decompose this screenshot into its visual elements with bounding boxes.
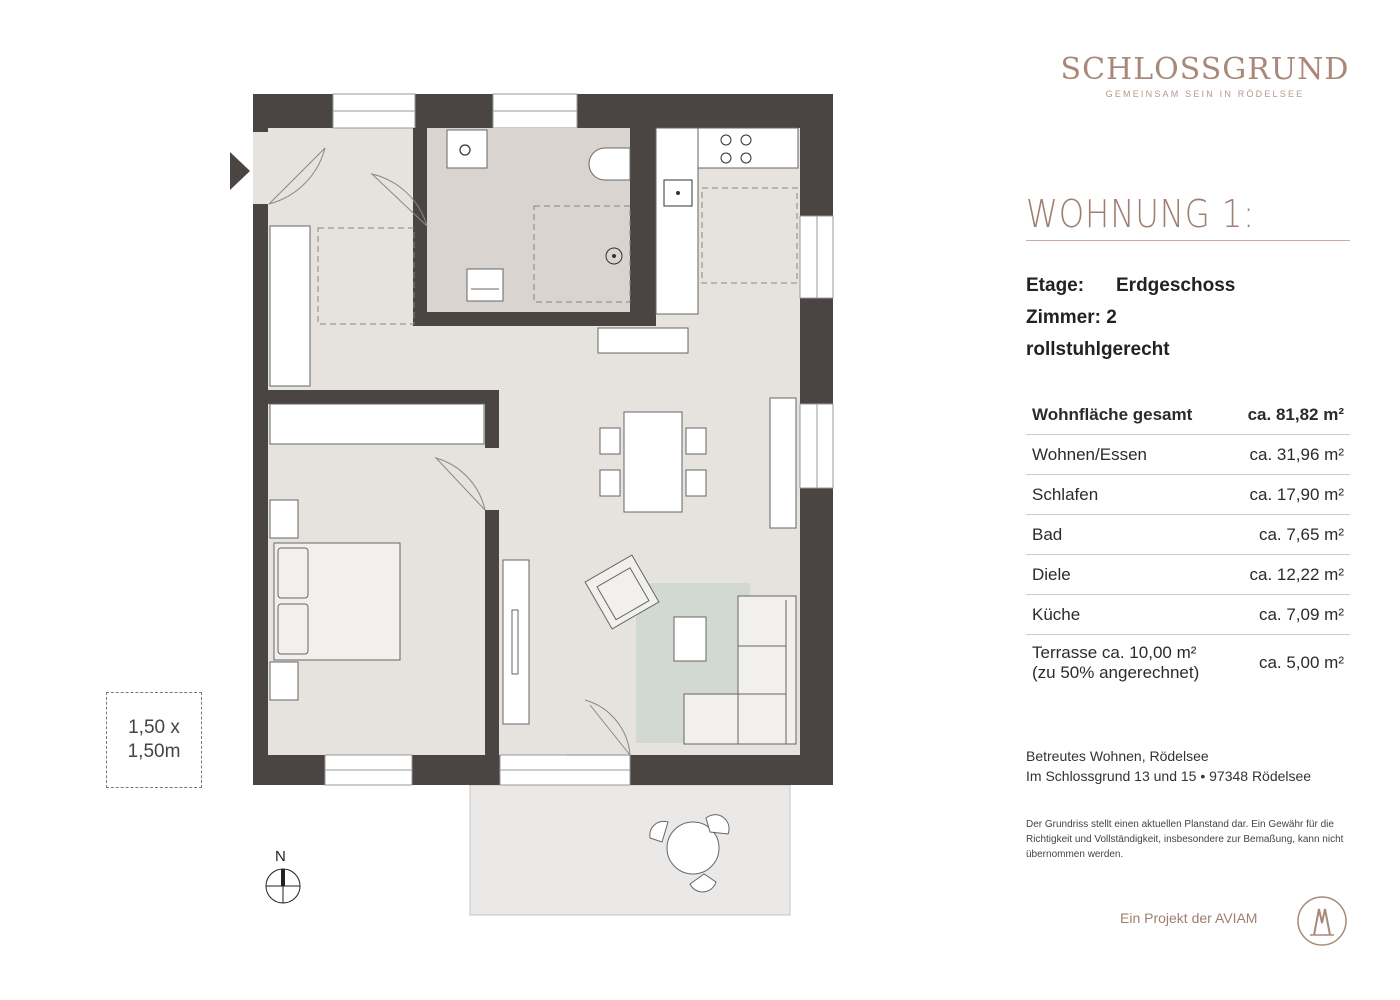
table-row — [1026, 635, 1350, 692]
entrance-arrow — [230, 152, 250, 190]
coffee-table — [674, 617, 706, 661]
zimmer-label: Zimmer: — [1026, 307, 1101, 328]
area-value: ca. 12,22 m² — [1228, 555, 1350, 595]
area-label: Wohnfläche gesamt — [1026, 395, 1228, 435]
area-value: ca. 31,96 m² — [1228, 435, 1350, 475]
terrace — [470, 785, 790, 915]
entrance-opening — [253, 132, 269, 204]
dining-table — [624, 412, 682, 512]
area-label — [1026, 635, 1228, 692]
area-value: ca. 7,65 m² — [1228, 515, 1350, 555]
north-compass — [266, 869, 300, 903]
zimmer-value: 2 — [1106, 307, 1117, 328]
area-label: Wohnen/Essen — [1026, 435, 1228, 475]
area-value: ca. 17,90 m² — [1228, 475, 1350, 515]
brand-name: SCHLOSSGRUND — [1060, 52, 1350, 87]
table-row — [1026, 555, 1350, 595]
bath-wall — [413, 128, 427, 326]
area-label: Bad — [1026, 515, 1228, 555]
area-label: Schlafen — [1026, 475, 1228, 515]
fact-etage — [1026, 270, 1235, 302]
address-line2: Im Schlossgrund 13 und 15 • 97348 Rödelsee — [1026, 768, 1312, 784]
aviam-logo-icon — [1296, 895, 1348, 947]
kitchen-counter-side — [656, 128, 698, 314]
table-row — [1026, 475, 1350, 515]
area-value: ca. 7,09 m² — [1228, 595, 1350, 635]
brand-tagline: GEMEINSAM SEIN IN RÖDELSEE — [1105, 89, 1305, 99]
address — [1026, 746, 1311, 786]
scale-box — [106, 692, 202, 788]
scale-line2: 1,50m — [127, 741, 181, 762]
toilet — [589, 148, 630, 180]
terrace-label-line1: Terrasse ca. 10,00 m² — [1032, 643, 1197, 662]
table-row — [1026, 595, 1350, 635]
etage-label: Etage: — [1026, 275, 1085, 296]
scale-line1: 1,50 x — [128, 717, 180, 738]
fact-feature: rollstuhlgerecht — [1026, 339, 1170, 360]
nightstand-top — [270, 500, 298, 538]
area-value: ca. 5,00 m² — [1258, 653, 1344, 672]
address-line1: Betreutes Wohnen, Rödelsee — [1026, 748, 1209, 764]
fact-zimmer — [1026, 302, 1235, 334]
area-value: ca. 81,82 m² — [1228, 395, 1350, 435]
living-cabinet — [770, 398, 796, 528]
hall-wardrobe — [270, 226, 310, 386]
area-label: Küche — [1026, 595, 1228, 635]
etage-value: Erdgeschoss — [1116, 275, 1236, 296]
area-label: Diele — [1026, 555, 1228, 595]
table-row — [1026, 435, 1350, 475]
nightstand-bottom — [270, 662, 298, 700]
north-label: N — [275, 848, 286, 865]
table-row — [1026, 515, 1350, 555]
bath-sink — [447, 130, 487, 168]
terrace-label-line2: (zu 50% angerechnet) — [1032, 663, 1200, 682]
title-divider — [1026, 240, 1350, 241]
apartment-title: WOHNUNG 1: — [1026, 192, 1255, 236]
project-credit: Ein Projekt der AVIAM — [1120, 910, 1258, 926]
washing-machine — [467, 269, 503, 301]
area-table — [1026, 395, 1350, 691]
brand-logo — [1040, 52, 1370, 99]
bedroom-wardrobe — [270, 404, 484, 444]
table-row — [1026, 395, 1350, 435]
apartment-facts — [1026, 270, 1235, 366]
bedroom-wall — [268, 390, 499, 404]
sideboard — [598, 328, 688, 353]
disclaimer: Der Grundriss stellt einen aktuellen Planstand dar. Ein Gewähr für die Richtigkeit und Vollständigkeit, insbesondere zur Bemaßung, kann nicht übernommen werden. — [1026, 819, 1344, 860]
